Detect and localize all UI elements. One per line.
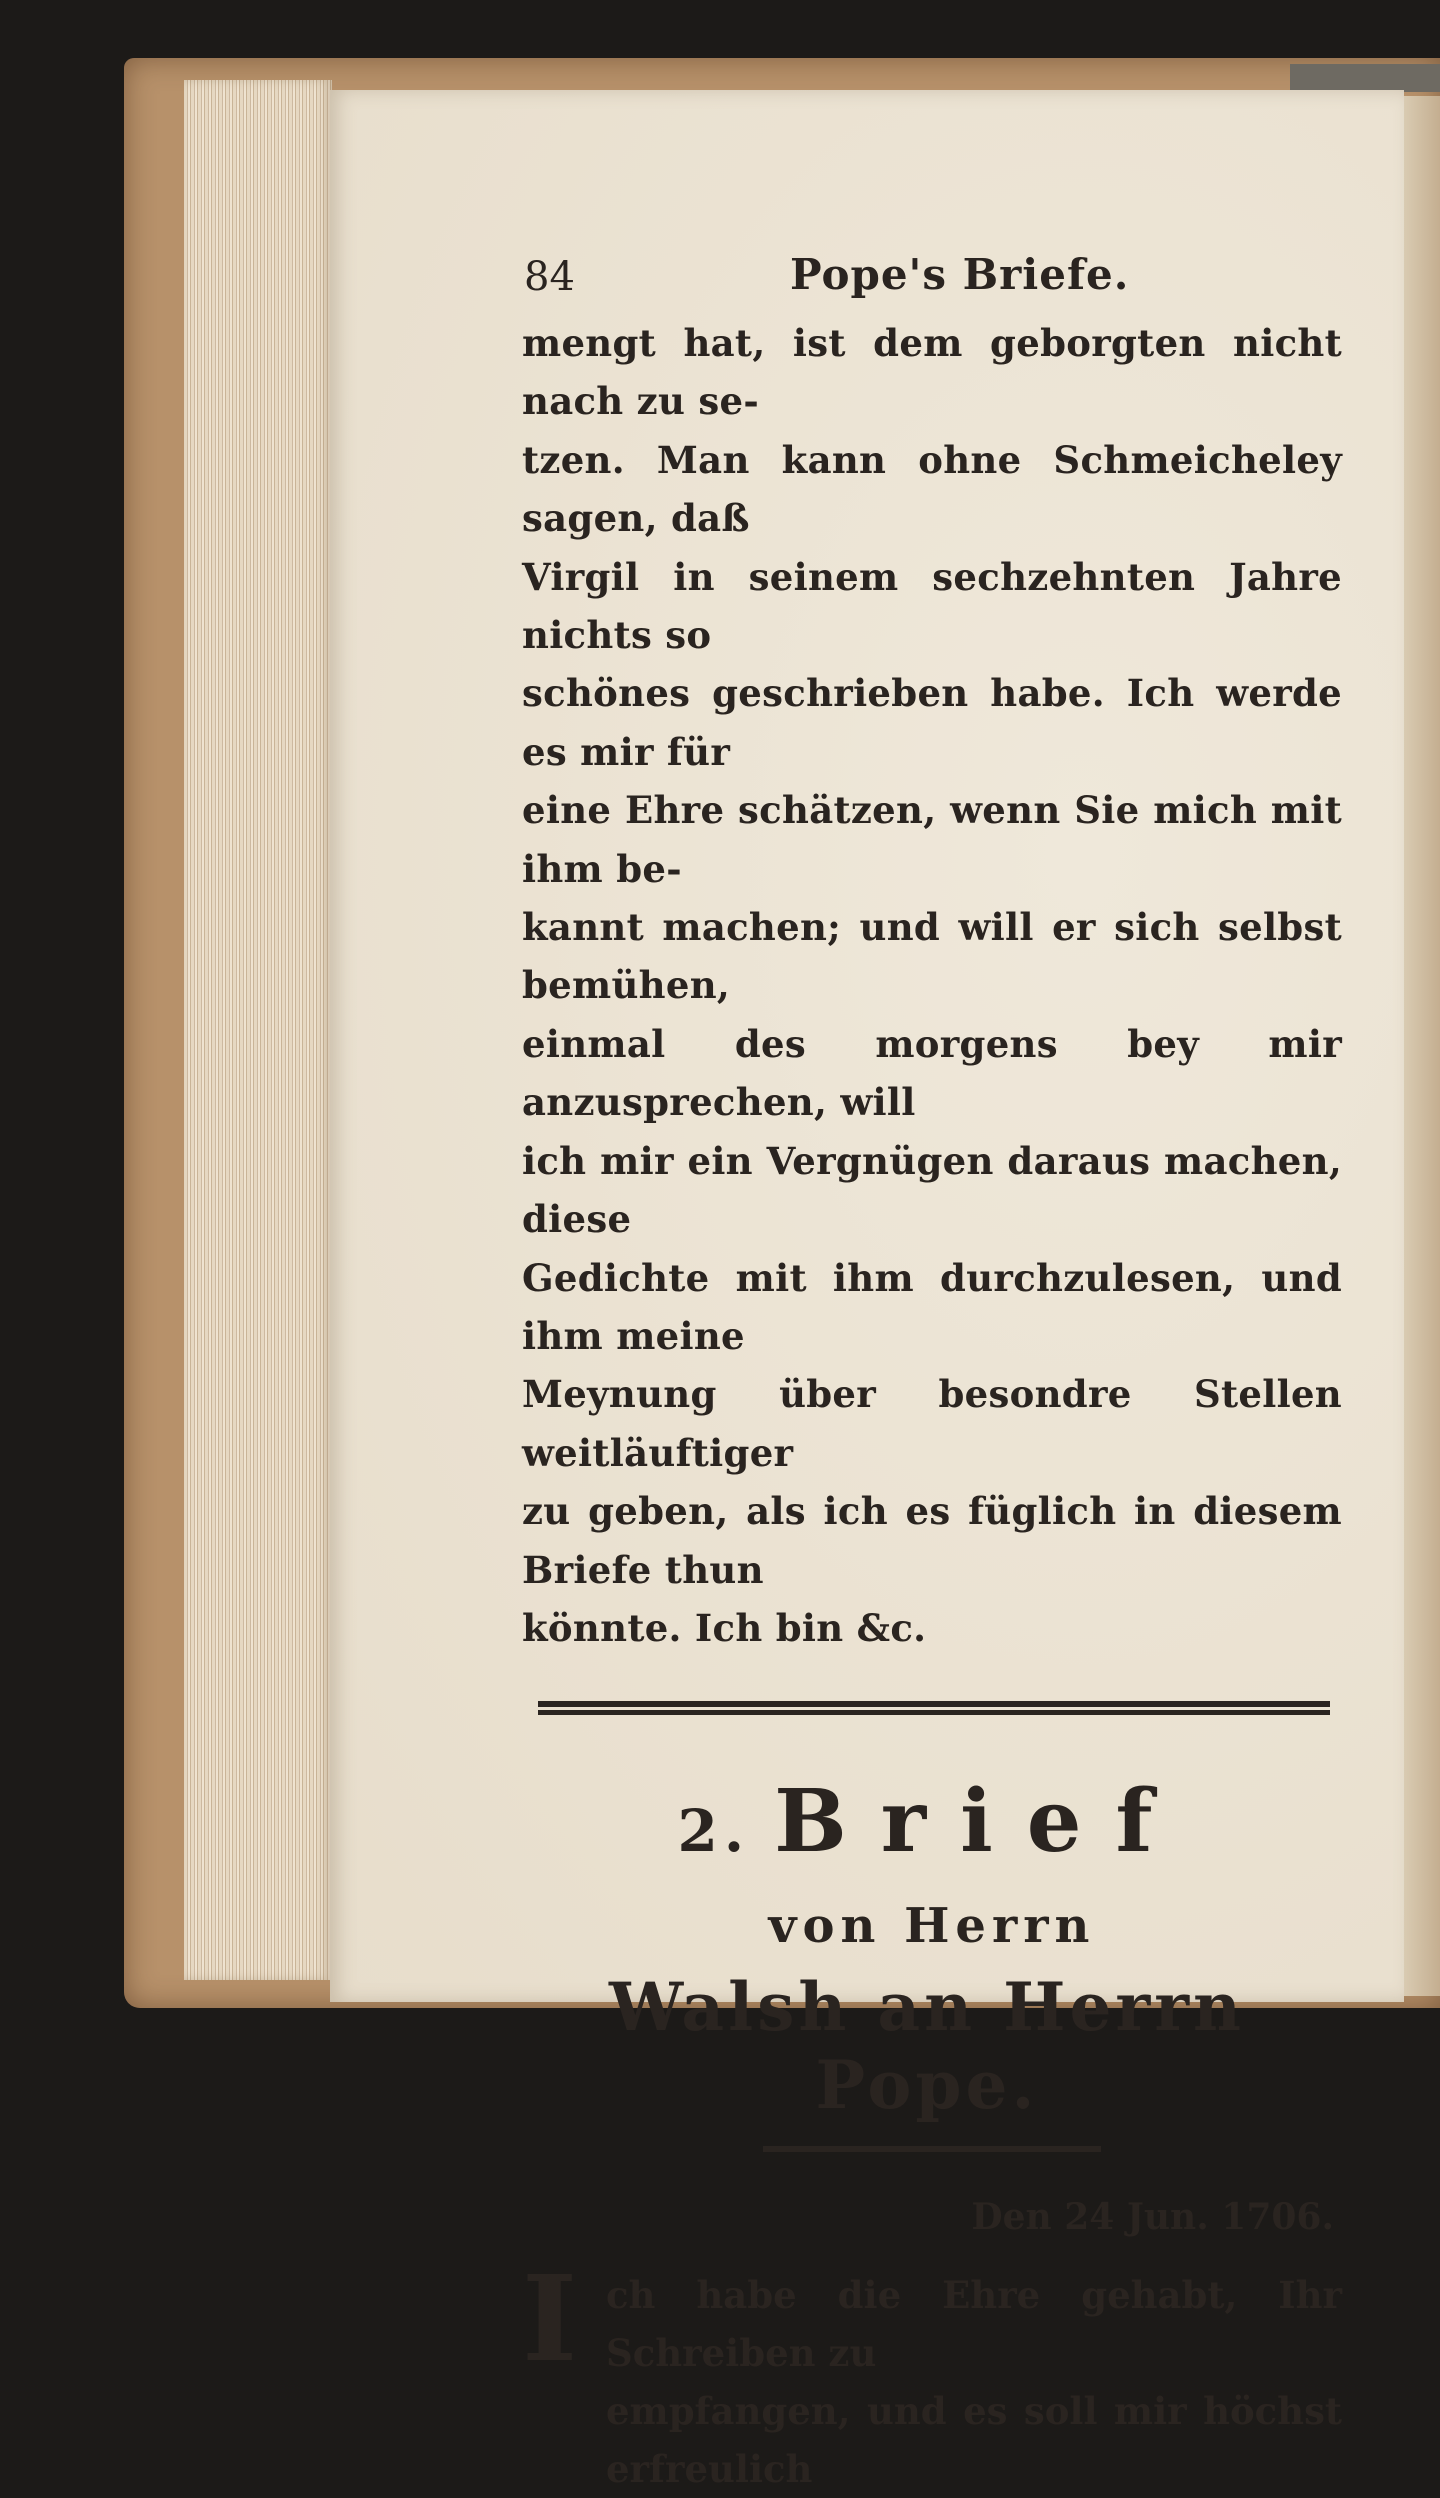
letter-title: Brief — [774, 1771, 1187, 1873]
single-rule-divider — [763, 2146, 1101, 2152]
page-edges — [184, 80, 332, 1980]
letter-from-line: von Herrn — [768, 1898, 1096, 1955]
text-line: zu geben, als ich es füglich in diesem Briefe thun — [522, 1489, 1342, 1592]
letter-heading — [522, 1771, 1342, 1872]
text-line: kannt machen; und will er sich selbst bemühen, — [522, 905, 1342, 1008]
body-text — [522, 314, 1342, 1657]
letter-date: Den 24 Jun. 1706. — [971, 2196, 1334, 2239]
book-spine-cloth — [1290, 64, 1440, 92]
letter-opening — [522, 2249, 1342, 2498]
double-rule-divider — [538, 1701, 1330, 1715]
text-line: ch habe die Ehre gehabt, Ihr Schreiben zu — [606, 2273, 1342, 2376]
drop-cap: I — [522, 2249, 578, 2389]
text-line: tzen. Man kann ohne Schmeicheley sagen, daß — [522, 437, 1342, 541]
text-line: empfangen, und es soll mir höchst erfreulich — [606, 2389, 1342, 2492]
facing-page-edge — [1404, 96, 1440, 1996]
text-line: mengt hat, ist dem geborgten nicht nach zu se- — [522, 321, 1342, 424]
letter-correspondents: Walsh an Herrn Pope. — [609, 1968, 1245, 2125]
page-header — [522, 250, 1342, 314]
text-line: Virgil in seinem sechzehnten Jahre nichts so — [522, 554, 1342, 658]
text-line: einmal des morgens bey mir anzusprechen, will — [522, 1021, 1342, 1125]
running-head: Pope's Briefe. — [790, 250, 1130, 299]
page-content — [522, 250, 1342, 2498]
letter-number: 2. — [677, 1797, 751, 1866]
text-line: ich mir ein Vergnügen daraus machen, diese — [522, 1138, 1342, 1242]
text-line: schönes geschrieben habe. Ich werde es mir für — [522, 671, 1342, 774]
text-line: könnte. Ich bin &c. — [522, 1605, 927, 1650]
text-line: Gedichte mit ihm durchzulesen, und ihm meine — [522, 1255, 1342, 1358]
text-line: eine Ehre schätzen, wenn Sie mich mit ihm be- — [522, 788, 1342, 891]
text-line: Meynung über besondre Stellen weitläuftiger — [522, 1372, 1342, 1475]
page-number: 84 — [524, 254, 575, 300]
